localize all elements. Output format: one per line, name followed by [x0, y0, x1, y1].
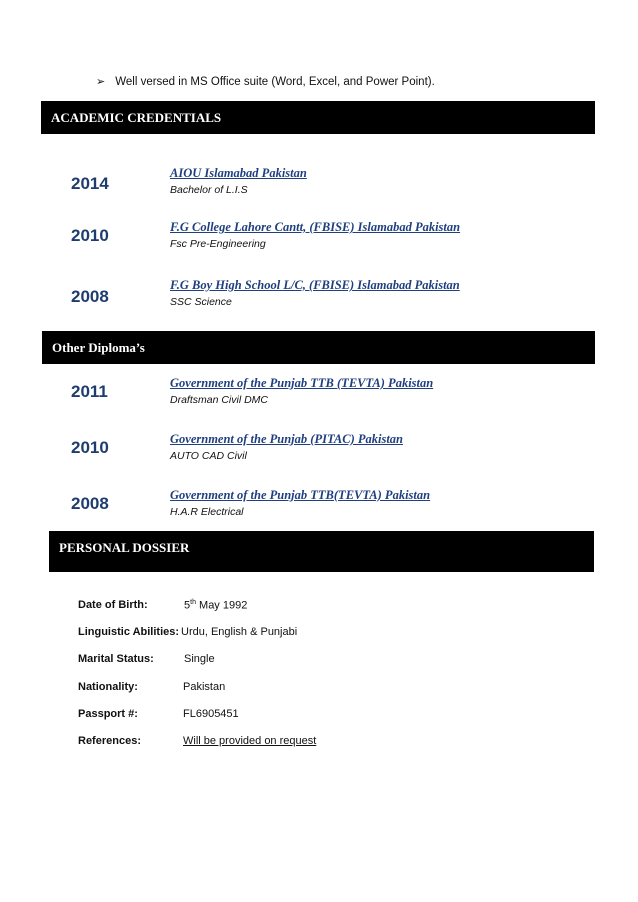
diploma-year-3: 2008 [71, 494, 109, 513]
diplomas-heading: Other Diploma’s [52, 340, 145, 355]
marital-value: Single [184, 653, 215, 665]
dob-rest: May 1992 [199, 599, 248, 612]
academic-year-2: 2010 [71, 226, 109, 245]
academic-header-bar [41, 101, 595, 134]
references-label: References: [78, 735, 141, 747]
diploma-institution-3: Government of the Punjab TTB(TEVTA) Pakistan [170, 488, 431, 502]
academic-institution-1: AIOU Islamabad Pakistan [170, 166, 307, 180]
linguistic-label: Linguistic Abilities: [78, 626, 180, 638]
dob-day: 5 [184, 599, 191, 612]
skills-bullet-line [96, 75, 435, 88]
diploma-institution-2: Government of the Punjab (PITAC) Pakistan [170, 432, 404, 446]
academic-year-3: 2008 [71, 287, 109, 306]
passport-label: Passport #: [78, 708, 138, 720]
personal-header-bar [49, 531, 594, 572]
marital-label: Marital Status: [78, 653, 154, 665]
academic-institution-3: F.G Boy High School L/C, (FBISE) Islamabad Pakistan [170, 278, 460, 292]
diploma-degree-2: AUTO CAD Civil [170, 450, 247, 462]
diploma-degree-1: Draftsman Civil DMC [170, 394, 269, 406]
nationality-label: Nationality: [78, 681, 138, 693]
academic-degree-1: Bachelor of L.I.S [170, 184, 248, 196]
diploma-year-2: 2010 [71, 438, 109, 457]
diploma-year-1: 2011 [71, 382, 108, 401]
academic-degree-3: SSC Science [170, 296, 232, 308]
diplomas-header-bar [42, 331, 595, 364]
references-value: Will be provided on request [183, 735, 317, 747]
diploma-institution-1: Government of the Punjab TTB (TEVTA) Pakistan [170, 376, 434, 390]
academic-degree-2: Fsc Pre-Engineering [170, 238, 266, 250]
diploma-degree-3: H.A.R Electrical [170, 506, 244, 518]
arrowhead-bullet-icon: ➢ [96, 76, 106, 88]
linguistic-value: Urdu, English & Punjabi [181, 626, 298, 638]
nationality-value: Pakistan [183, 681, 226, 693]
passport-value: FL6905451 [183, 708, 239, 720]
dob-suffix: th [190, 599, 196, 606]
academic-year-1: 2014 [71, 174, 109, 193]
personal-heading: PERSONAL DOSSIER [59, 540, 190, 555]
dob-value [184, 599, 247, 612]
academic-heading: ACADEMIC CREDENTIALS [51, 110, 222, 125]
dob-label: Date of Birth: [78, 599, 148, 611]
academic-institution-2: F.G College Lahore Cantt, (FBISE) Islamabad Pakistan [170, 220, 461, 234]
skills-text: Well versed in MS Office suite (Word, Excel, and Power Point). [115, 75, 435, 88]
